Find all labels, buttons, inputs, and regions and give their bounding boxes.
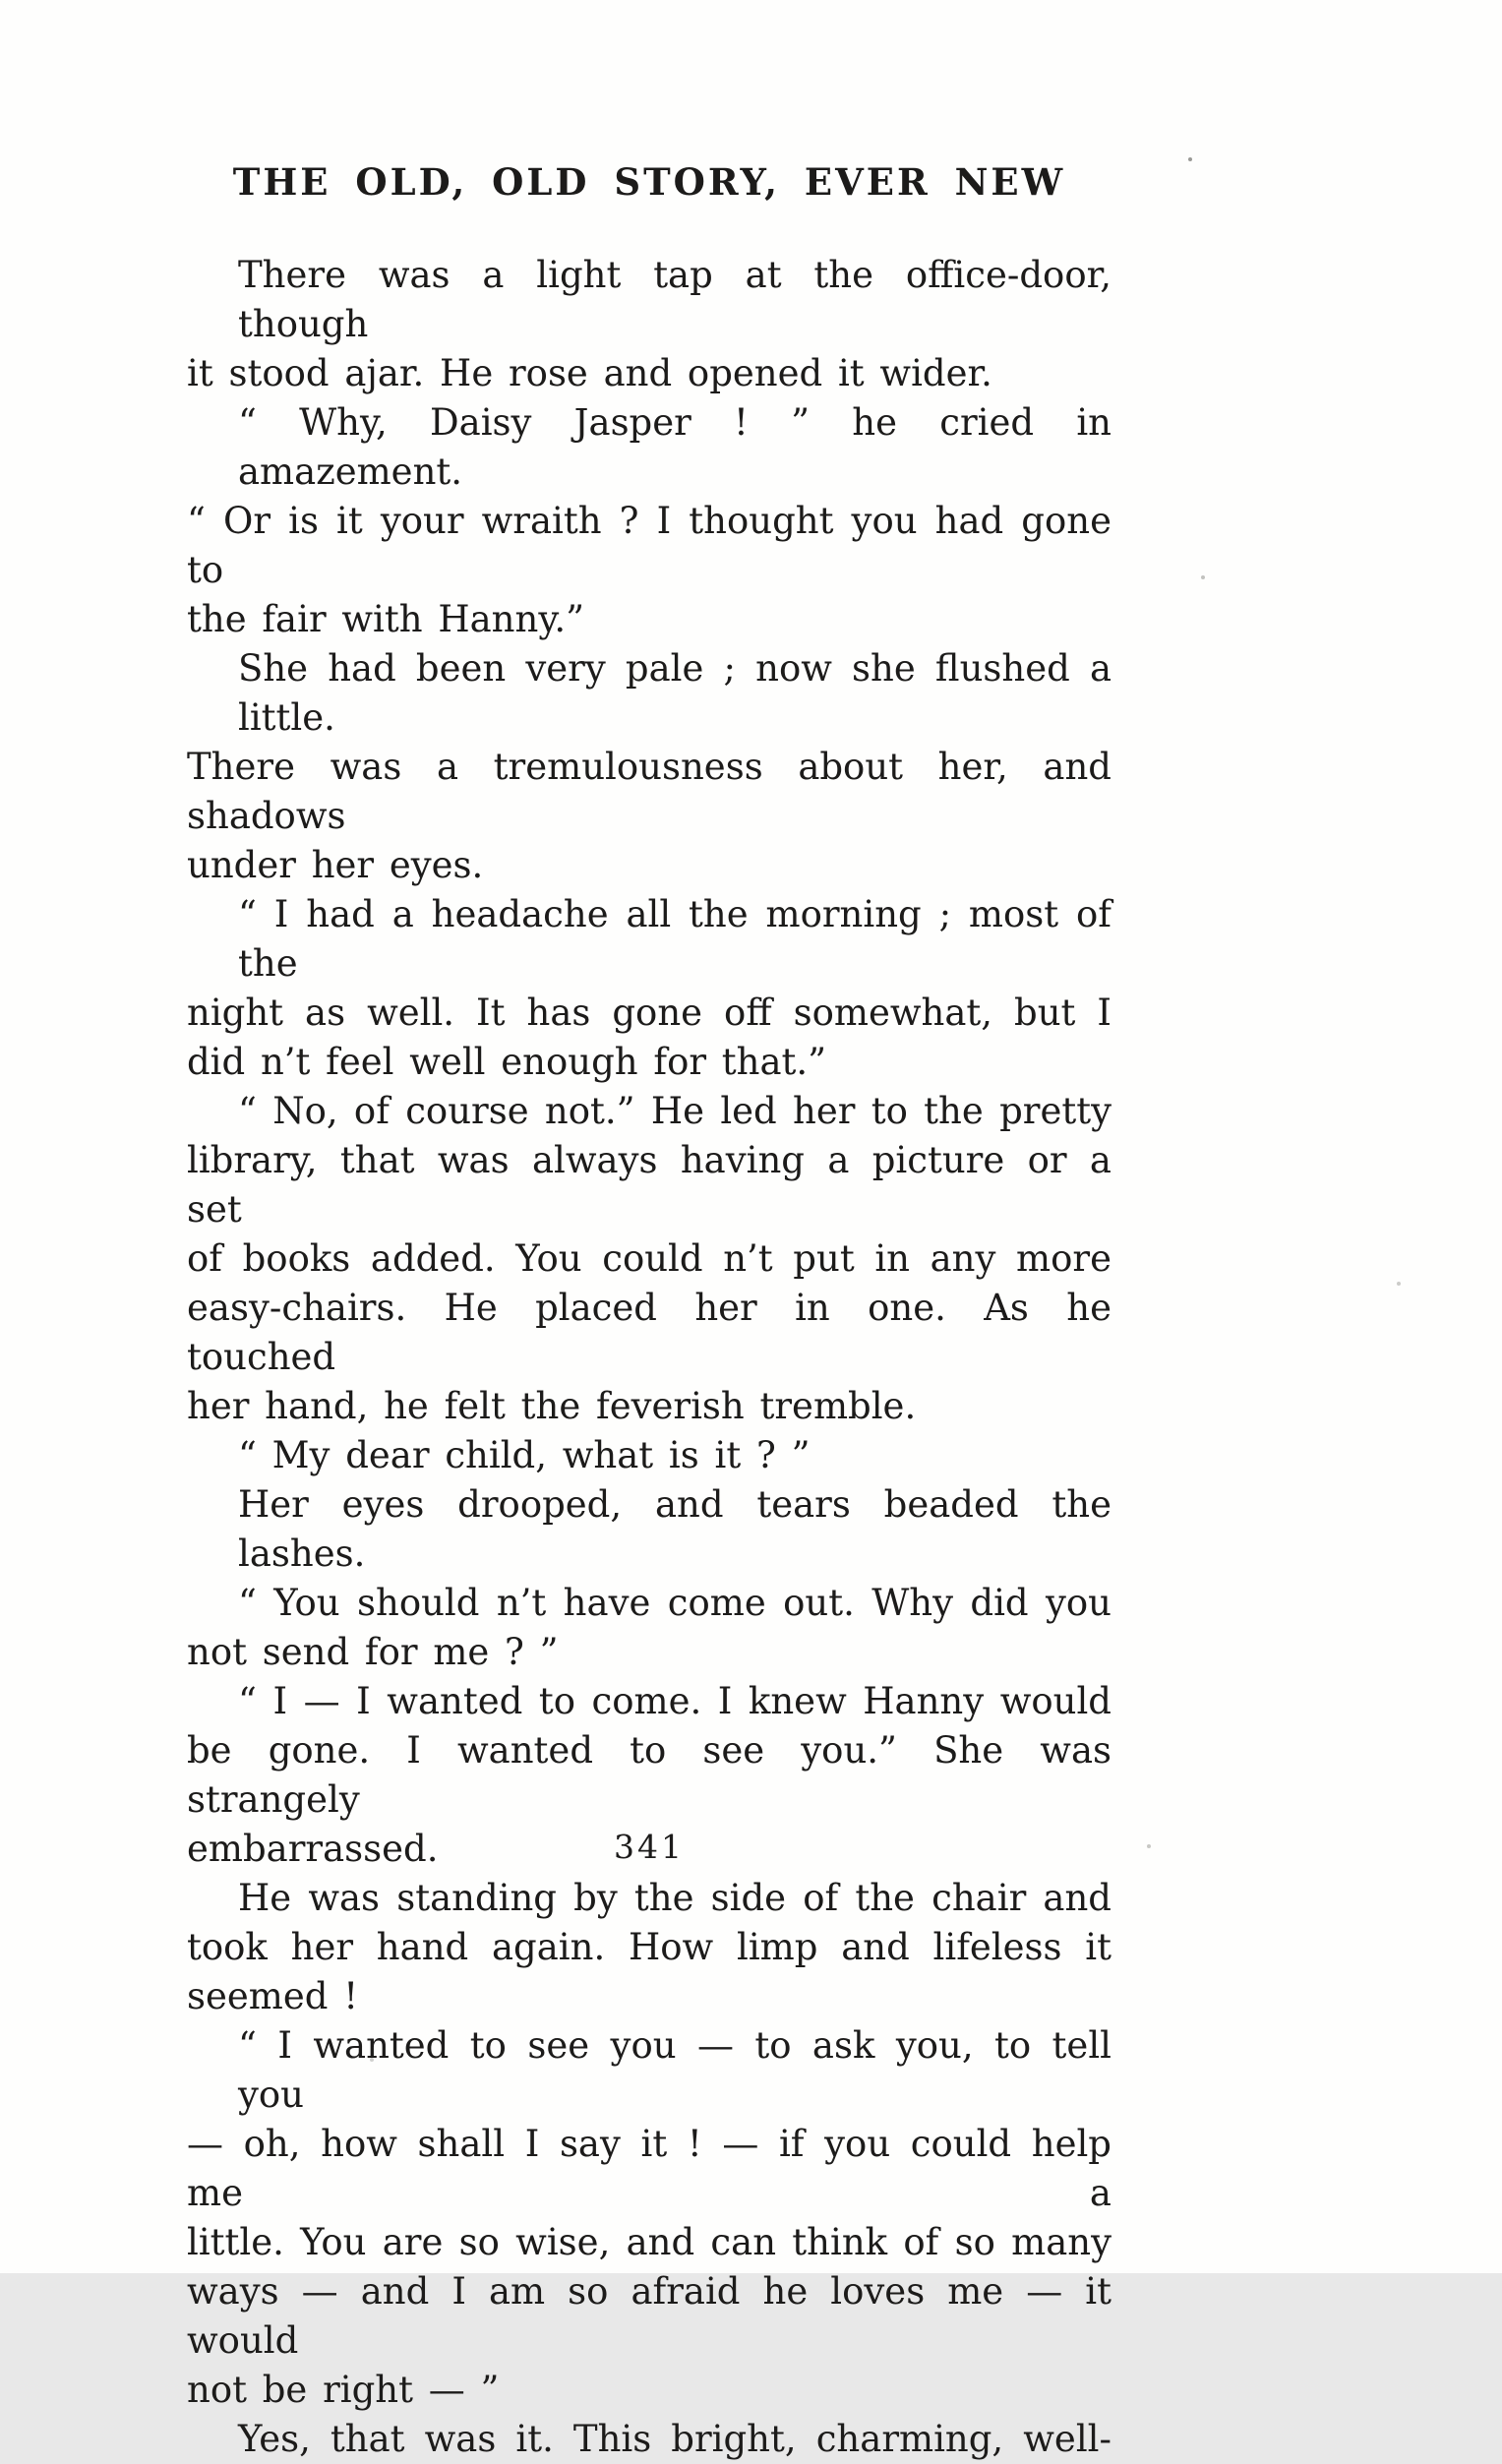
text-line: She had been very pale ; now she flushed a little. bbox=[238, 647, 1111, 739]
page-number: 341 bbox=[614, 1828, 685, 1866]
paragraph bbox=[187, 2021, 1111, 2415]
text-line: “ My dear child, what is it ? ” bbox=[238, 1434, 811, 1476]
scan-speck bbox=[1147, 1844, 1151, 1848]
text-line: embarrassed. bbox=[187, 1828, 439, 1870]
text-line: “ I — I wanted to come. I knew Hanny would bbox=[238, 1680, 1111, 1722]
text-line: night as well. It has gone off somewhat, but I bbox=[187, 992, 1111, 1034]
text-line: Yes, that was it. This bright, charming, well- bbox=[238, 2418, 1111, 2460]
text-line: it stood ajar. He rose and opened it wider. bbox=[187, 352, 992, 394]
text-line: little. You are so wise, and can think of so many bbox=[187, 2221, 1111, 2263]
text-line: be gone. I wanted to see you.” She was strangely bbox=[187, 1729, 1111, 1821]
scan-speck bbox=[1188, 157, 1192, 161]
paragraph bbox=[187, 1480, 1111, 1579]
text-line: the fair with Hanny.” bbox=[187, 598, 585, 640]
paragraph bbox=[187, 251, 1111, 398]
text-line: seemed ! bbox=[187, 1975, 359, 2017]
text-line: — oh, how shall I say it ! — if you could help me a bbox=[187, 2123, 1111, 2214]
text-line: not send for me ? ” bbox=[187, 1631, 559, 1673]
text-line: took her hand again. How limp and lifeless it bbox=[187, 1926, 1111, 1968]
text-line: He was standing by the side of the chair and bbox=[238, 1877, 1111, 1919]
scan-speck bbox=[1201, 575, 1205, 579]
paragraph bbox=[187, 890, 1111, 1087]
text-line: There was a tremulousness about her, and shadows bbox=[187, 746, 1111, 837]
text-line: “ I wanted to see you — to ask you, to tell you bbox=[238, 2024, 1111, 2116]
text-line: Her eyes drooped, and tears beaded the lashes. bbox=[238, 1483, 1111, 1575]
text-line: “ You should n’t have come out. Why did you bbox=[238, 1582, 1111, 1624]
text-line: “ I had a headache all the morning ; most of the bbox=[238, 893, 1111, 985]
text-line: library, that was always having a picture or a set bbox=[187, 1139, 1111, 1231]
text-line: ways — and I am so afraid he loves me — it would bbox=[187, 2270, 1111, 2362]
text-line: of books added. You could n’t put in any more bbox=[187, 1237, 1111, 1280]
paragraph bbox=[187, 1431, 1111, 1480]
text-line: “ Or is it your wraith ? I thought you had gone to bbox=[187, 500, 1111, 591]
scan-speck bbox=[370, 2058, 374, 2062]
text-line: under her eyes. bbox=[187, 844, 484, 886]
text-line: There was a light tap at the office-door, though bbox=[238, 254, 1111, 345]
text-line: “ No, of course not.” He led her to the pretty bbox=[238, 1090, 1111, 1132]
text-line: did n’t feel well enough for that.” bbox=[187, 1041, 827, 1083]
scan-speck bbox=[1397, 1282, 1401, 1286]
paragraph bbox=[187, 2415, 1111, 2464]
text-line: “ Why, Daisy Jasper ! ” he cried in amazement. bbox=[238, 401, 1111, 493]
paragraph bbox=[187, 1874, 1111, 2021]
paragraph bbox=[187, 398, 1111, 644]
paragraph bbox=[187, 644, 1111, 890]
page-title: THE OLD, OLD STORY, EVER NEW bbox=[232, 160, 1066, 204]
paragraph bbox=[187, 1087, 1111, 1431]
text-line: her hand, he felt the feverish tremble. bbox=[187, 1385, 917, 1427]
text-block bbox=[187, 251, 1111, 2464]
text-line: easy-chairs. He placed her in one. As he touched bbox=[187, 1287, 1111, 1378]
text-line: not be right — ” bbox=[187, 2369, 500, 2411]
paragraph bbox=[187, 1579, 1111, 1677]
